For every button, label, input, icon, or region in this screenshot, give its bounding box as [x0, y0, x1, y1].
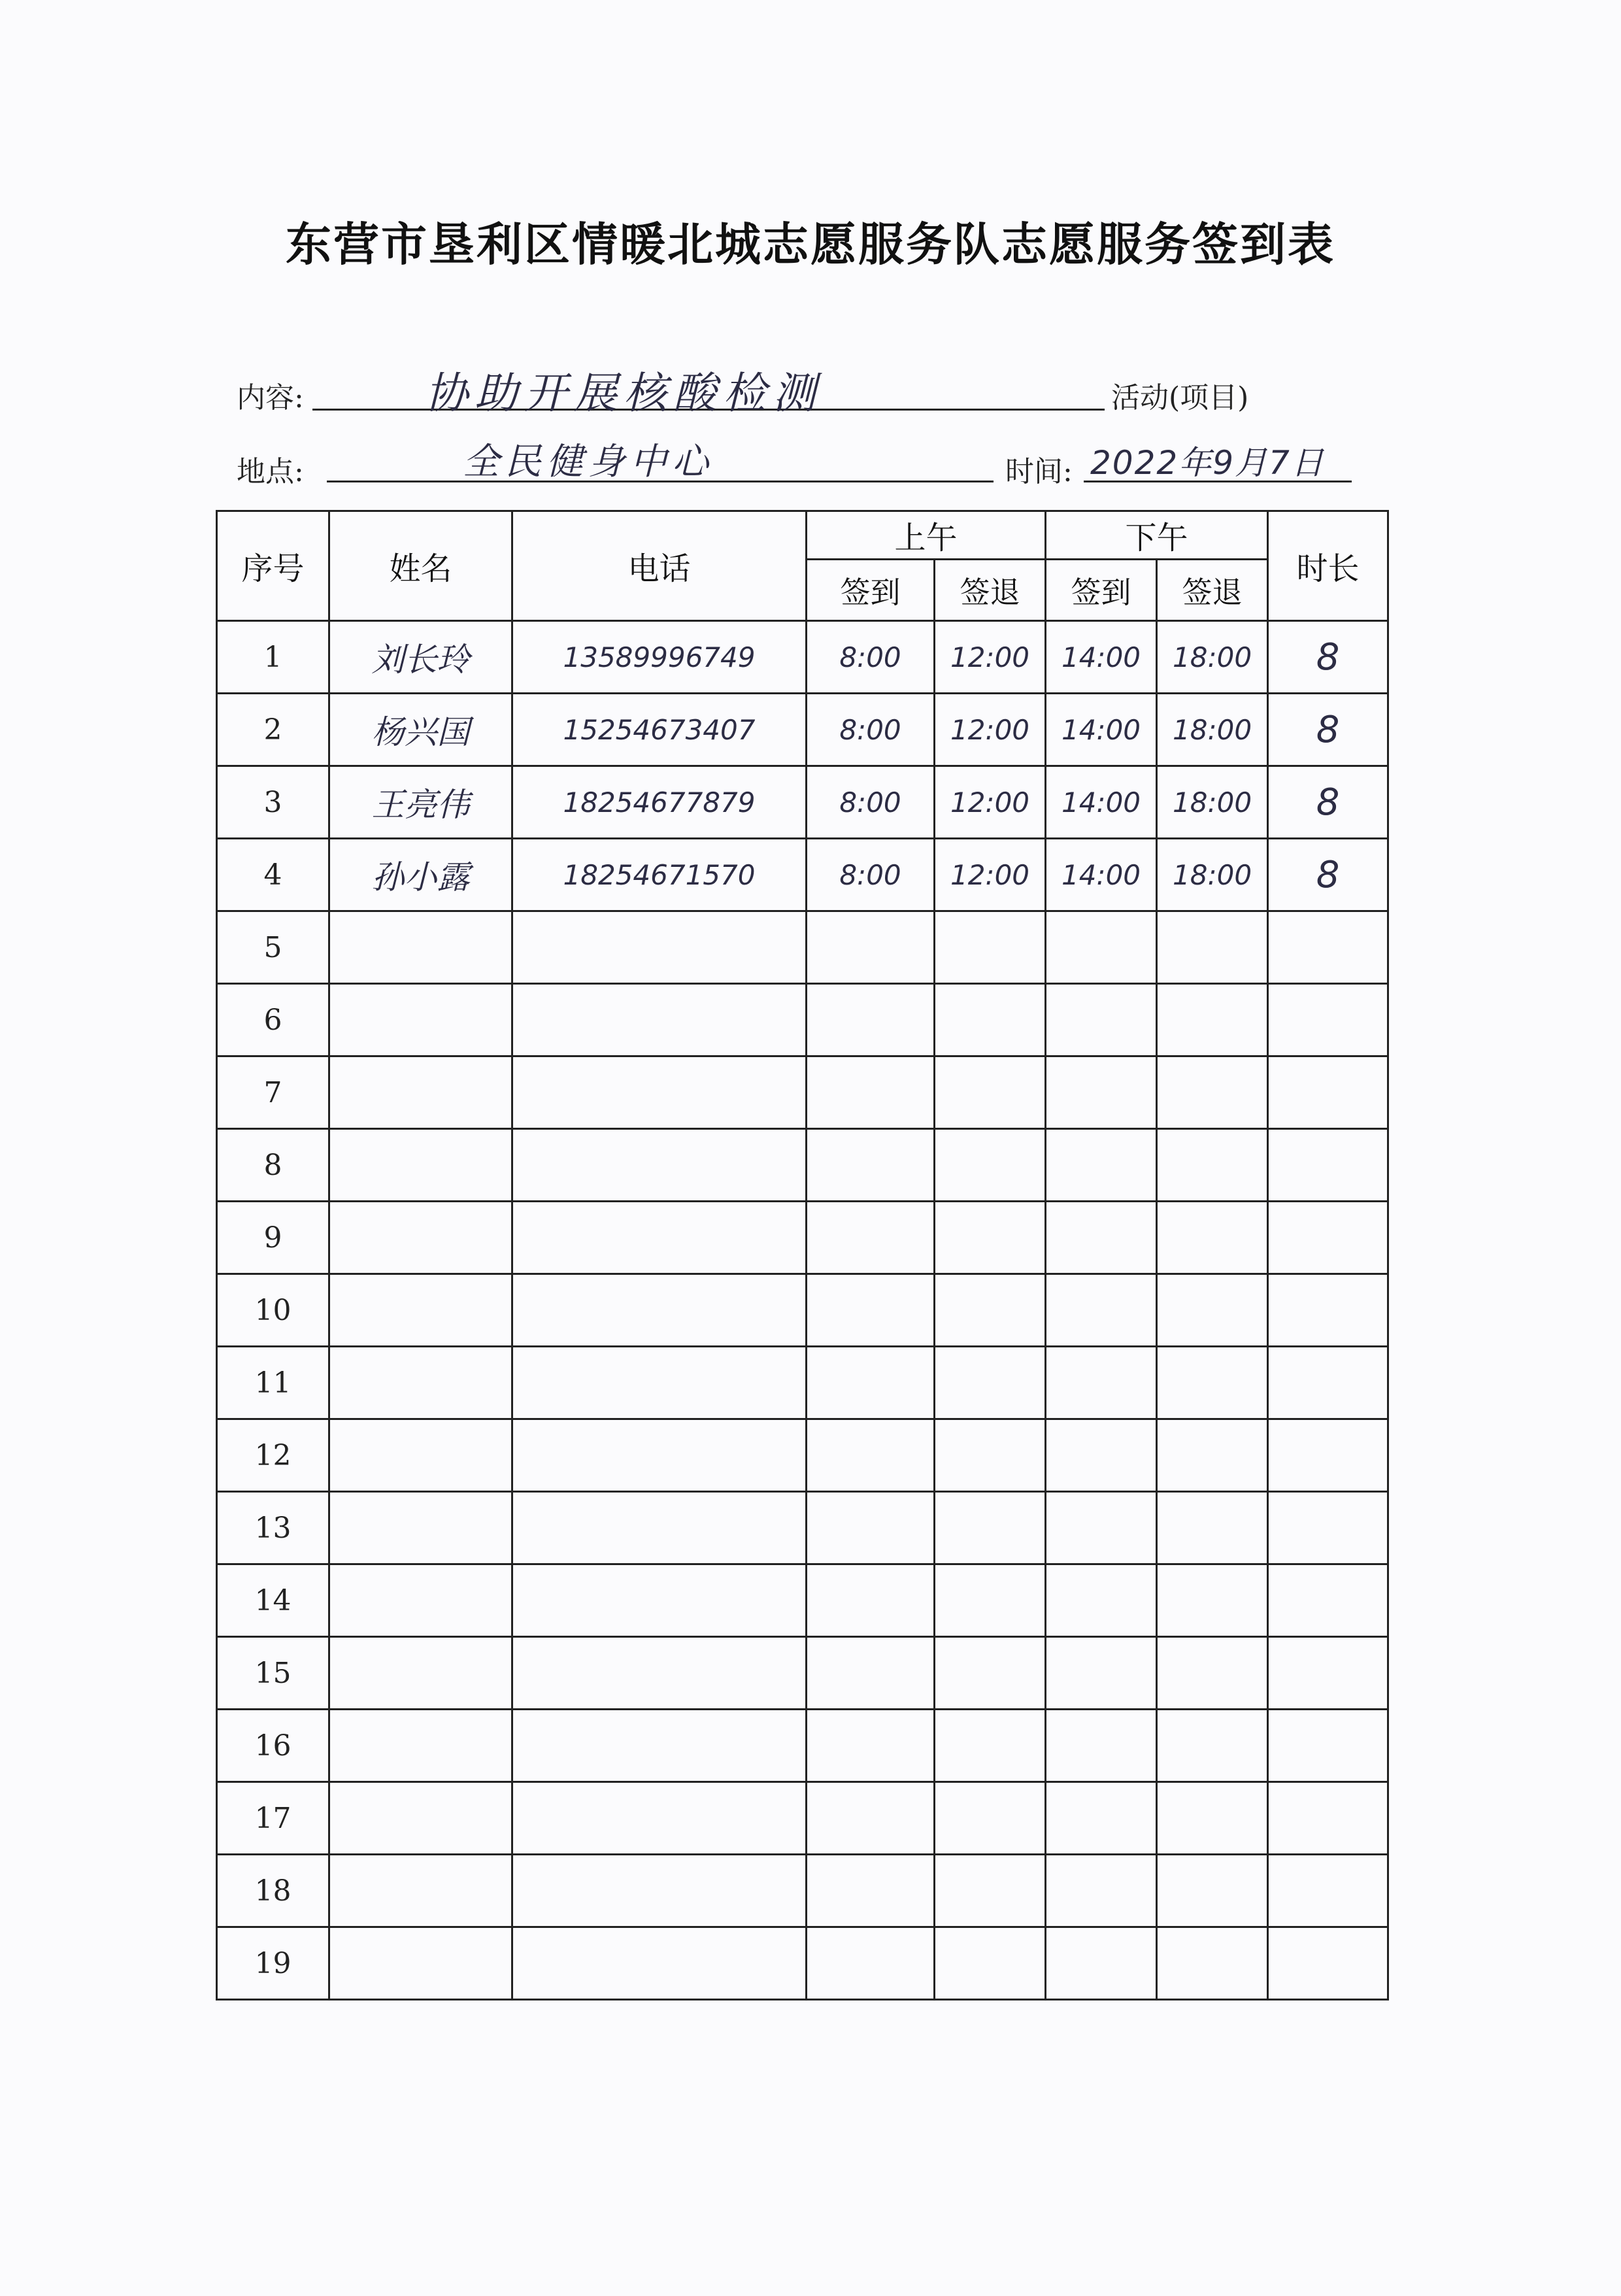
table-row [217, 1347, 1388, 1419]
pm-sign-out-cell[interactable] [1157, 1419, 1268, 1492]
duration-cell[interactable]: 8 [1268, 839, 1388, 911]
table-row [217, 1782, 1388, 1855]
pm-sign-out-cell[interactable]: 18:00 [1157, 766, 1268, 839]
name-cell[interactable] [329, 984, 512, 1056]
am-sign-in-cell[interactable] [807, 1927, 935, 2000]
name-cell[interactable] [329, 1782, 512, 1855]
row-index: 18 [217, 1855, 329, 1927]
pm-sign-in-cell[interactable] [1046, 1274, 1157, 1347]
name-cell[interactable] [329, 1274, 512, 1347]
row-index: 12 [217, 1419, 329, 1492]
am-sign-in-cell[interactable] [807, 1202, 935, 1274]
am-sign-out-cell[interactable] [935, 1419, 1046, 1492]
table-row [217, 1564, 1388, 1637]
pm-sign-out-cell[interactable] [1157, 1056, 1268, 1129]
time-value[interactable]: 2022年9月7日 [1090, 444, 1325, 482]
table-row [217, 1927, 1388, 2000]
duration-cell[interactable]: 8 [1268, 766, 1388, 839]
table-row [217, 1129, 1388, 1202]
name-cell[interactable] [329, 1564, 512, 1637]
name-cell[interactable]: 杨兴国 [329, 694, 512, 766]
am-sign-in-cell[interactable] [807, 1637, 935, 1710]
am-sign-in-cell[interactable] [807, 1782, 935, 1855]
row-index: 9 [217, 1202, 329, 1274]
am-sign-out-cell[interactable] [935, 1637, 1046, 1710]
phone-cell[interactable]: 18254671570 [512, 839, 807, 911]
row-index: 14 [217, 1564, 329, 1637]
phone-cell[interactable] [512, 1419, 807, 1492]
am-sign-in-cell[interactable]: 8:00 [807, 839, 935, 911]
pm-sign-in-cell[interactable] [1046, 1419, 1157, 1492]
pm-sign-in-cell[interactable]: 14:00 [1046, 839, 1157, 911]
duration-cell[interactable] [1268, 1710, 1388, 1782]
name-cell[interactable] [329, 1129, 512, 1202]
duration-cell[interactable] [1268, 1274, 1388, 1347]
am-sign-out-cell[interactable]: 12:00 [935, 694, 1046, 766]
name-cell[interactable] [329, 1419, 512, 1492]
table-row [217, 984, 1388, 1056]
pm-sign-in-cell[interactable] [1046, 1347, 1157, 1419]
phone-cell[interactable] [512, 984, 807, 1056]
am-sign-in-cell[interactable]: 8:00 [807, 694, 935, 766]
am-sign-out-cell[interactable] [935, 1492, 1046, 1564]
duration-cell[interactable] [1268, 1564, 1388, 1637]
am-sign-in-cell[interactable]: 8:00 [807, 766, 935, 839]
duration-cell[interactable] [1268, 1129, 1388, 1202]
duration-cell[interactable] [1268, 911, 1388, 984]
row-index: 13 [217, 1492, 329, 1564]
am-sign-out-cell[interactable] [935, 911, 1046, 984]
duration-cell[interactable] [1268, 1056, 1388, 1129]
duration-cell[interactable] [1268, 984, 1388, 1056]
am-sign-out-cell[interactable] [935, 1855, 1046, 1927]
name-cell[interactable] [329, 1347, 512, 1419]
am-sign-out-cell[interactable] [935, 1927, 1046, 2000]
header-afternoon: 下午 [1046, 511, 1268, 560]
row-index: 16 [217, 1710, 329, 1782]
table-row [217, 1202, 1388, 1274]
duration-cell[interactable] [1268, 1855, 1388, 1927]
pm-sign-out-cell[interactable] [1157, 1274, 1268, 1347]
pm-sign-in-cell[interactable] [1046, 1782, 1157, 1855]
row-index: 5 [217, 911, 329, 984]
duration-cell[interactable] [1268, 1419, 1388, 1492]
phone-cell[interactable] [512, 1129, 807, 1202]
am-sign-out-cell[interactable] [935, 1710, 1046, 1782]
content-label: 内容: [237, 381, 304, 414]
table-row [217, 621, 1388, 694]
phone-cell[interactable] [512, 911, 807, 984]
duration-cell[interactable]: 8 [1268, 694, 1388, 766]
pm-sign-out-cell[interactable] [1157, 1637, 1268, 1710]
row-index: 19 [217, 1927, 329, 2000]
am-sign-in-cell[interactable] [807, 1347, 935, 1419]
am-sign-out-cell[interactable]: 12:00 [935, 766, 1046, 839]
pm-sign-in-cell[interactable] [1046, 1637, 1157, 1710]
row-index: 15 [217, 1637, 329, 1710]
am-sign-in-cell[interactable] [807, 1855, 935, 1927]
row-index: 3 [217, 766, 329, 839]
phone-cell[interactable] [512, 1492, 807, 1564]
pm-sign-in-cell[interactable] [1046, 1492, 1157, 1564]
am-sign-in-cell[interactable] [807, 1129, 935, 1202]
phone-cell[interactable]: 15254673407 [512, 694, 807, 766]
header-pm-sign-in: 签到 [1046, 560, 1157, 621]
name-cell[interactable]: 刘长玲 [329, 621, 512, 694]
am-sign-in-cell[interactable] [807, 984, 935, 1056]
am-sign-out-cell[interactable] [935, 1782, 1046, 1855]
pm-sign-in-cell[interactable]: 14:00 [1046, 766, 1157, 839]
pm-sign-in-cell[interactable] [1046, 911, 1157, 984]
header-phone: 电话 [512, 511, 807, 621]
pm-sign-in-cell[interactable] [1046, 1927, 1157, 2000]
table-row [217, 839, 1388, 911]
phone-cell[interactable] [512, 1347, 807, 1419]
phone-cell[interactable] [512, 1855, 807, 1927]
table-row [217, 1492, 1388, 1564]
header-morning: 上午 [807, 511, 1046, 560]
pm-sign-out-cell[interactable] [1157, 1347, 1268, 1419]
am-sign-out-cell[interactable] [935, 1129, 1046, 1202]
header-am-sign-in: 签到 [807, 560, 935, 621]
pm-sign-out-cell[interactable] [1157, 1927, 1268, 2000]
table-row [217, 694, 1388, 766]
row-index: 7 [217, 1056, 329, 1129]
am-sign-out-cell[interactable]: 12:00 [935, 839, 1046, 911]
table-row [217, 1419, 1388, 1492]
activity-suffix: 活动(项目) [1111, 381, 1249, 414]
pm-sign-in-cell[interactable] [1046, 1855, 1157, 1927]
table-row [217, 1056, 1388, 1129]
pm-sign-in-cell[interactable]: 14:00 [1046, 694, 1157, 766]
phone-cell[interactable] [512, 1782, 807, 1855]
table-row [217, 1855, 1388, 1927]
duration-cell[interactable] [1268, 1492, 1388, 1564]
name-cell[interactable] [329, 1637, 512, 1710]
am-sign-out-cell[interactable] [935, 984, 1046, 1056]
pm-sign-out-cell[interactable] [1157, 1855, 1268, 1927]
pm-sign-in-cell[interactable] [1046, 984, 1157, 1056]
pm-sign-out-cell[interactable] [1157, 1202, 1268, 1274]
name-cell[interactable]: 王亮伟 [329, 766, 512, 839]
row-index: 1 [217, 621, 329, 694]
row-index: 6 [217, 984, 329, 1056]
am-sign-in-cell[interactable]: 8:00 [807, 621, 935, 694]
pm-sign-out-cell[interactable] [1157, 1492, 1268, 1564]
phone-cell[interactable]: 18254677879 [512, 766, 807, 839]
duration-cell[interactable] [1268, 1347, 1388, 1419]
phone-cell[interactable] [512, 1056, 807, 1129]
time-label: 时间: [1005, 455, 1073, 488]
phone-cell[interactable] [512, 1710, 807, 1782]
pm-sign-out-cell[interactable] [1157, 1129, 1268, 1202]
name-cell[interactable] [329, 1056, 512, 1129]
pm-sign-out-cell[interactable]: 18:00 [1157, 621, 1268, 694]
phone-cell[interactable] [512, 1927, 807, 2000]
location-value[interactable]: 全民健身中心 [463, 441, 714, 483]
am-sign-out-cell[interactable] [935, 1202, 1046, 1274]
am-sign-in-cell[interactable] [807, 1492, 935, 1564]
location-label: 地点: [237, 455, 304, 488]
pm-sign-out-cell[interactable] [1157, 911, 1268, 984]
pm-sign-in-cell[interactable] [1046, 1202, 1157, 1274]
pm-sign-out-cell[interactable]: 18:00 [1157, 694, 1268, 766]
name-cell[interactable] [329, 911, 512, 984]
phone-cell[interactable] [512, 1202, 807, 1274]
pm-sign-out-cell[interactable] [1157, 984, 1268, 1056]
duration-cell[interactable] [1268, 1202, 1388, 1274]
phone-cell[interactable] [512, 1274, 807, 1347]
pm-sign-in-cell[interactable] [1046, 1129, 1157, 1202]
header-index: 序号 [217, 511, 329, 621]
duration-cell[interactable]: 8 [1268, 621, 1388, 694]
am-sign-out-cell[interactable] [935, 1274, 1046, 1347]
pm-sign-out-cell[interactable] [1157, 1710, 1268, 1782]
row-index: 17 [217, 1782, 329, 1855]
header-name: 姓名 [329, 511, 512, 621]
table-row [217, 1710, 1388, 1782]
am-sign-in-cell[interactable] [807, 1274, 935, 1347]
am-sign-in-cell[interactable] [807, 1710, 935, 1782]
phone-cell[interactable] [512, 1637, 807, 1710]
am-sign-out-cell[interactable] [935, 1056, 1046, 1129]
table-row [217, 766, 1388, 839]
header-am-sign-out: 签退 [935, 560, 1046, 621]
signin-table [216, 510, 1389, 2001]
pm-sign-in-cell[interactable]: 14:00 [1046, 621, 1157, 694]
duration-cell[interactable] [1268, 1637, 1388, 1710]
am-sign-out-cell[interactable] [935, 1564, 1046, 1637]
am-sign-in-cell[interactable] [807, 911, 935, 984]
duration-cell[interactable] [1268, 1927, 1388, 2000]
pm-sign-out-cell[interactable]: 18:00 [1157, 839, 1268, 911]
phone-cell[interactable] [512, 1564, 807, 1637]
header-duration: 时长 [1268, 511, 1388, 621]
am-sign-out-cell[interactable] [935, 1347, 1046, 1419]
row-index: 2 [217, 694, 329, 766]
table-row [217, 1274, 1388, 1347]
name-cell[interactable] [329, 1710, 512, 1782]
name-cell[interactable] [329, 1927, 512, 2000]
content-value[interactable]: 协助开展核酸检测 [425, 368, 822, 418]
table-row [217, 911, 1388, 984]
am-sign-in-cell[interactable] [807, 1056, 935, 1129]
pm-sign-in-cell[interactable] [1046, 1056, 1157, 1129]
phone-cell[interactable]: 13589996749 [512, 621, 807, 694]
duration-cell[interactable] [1268, 1782, 1388, 1855]
name-cell[interactable]: 孙小露 [329, 839, 512, 911]
pm-sign-in-cell[interactable] [1046, 1710, 1157, 1782]
name-cell[interactable] [329, 1855, 512, 1927]
pm-sign-out-cell[interactable] [1157, 1782, 1268, 1855]
row-index: 4 [217, 839, 329, 911]
name-cell[interactable] [329, 1492, 512, 1564]
am-sign-in-cell[interactable] [807, 1419, 935, 1492]
pm-sign-out-cell[interactable] [1157, 1564, 1268, 1637]
name-cell[interactable] [329, 1202, 512, 1274]
page-title: 东营市垦利区情暖北城志愿服务队志愿服务签到表 [286, 217, 1335, 271]
am-sign-out-cell[interactable]: 12:00 [935, 621, 1046, 694]
row-index: 11 [217, 1347, 329, 1419]
am-sign-in-cell[interactable] [807, 1564, 935, 1637]
pm-sign-in-cell[interactable] [1046, 1564, 1157, 1637]
row-index: 8 [217, 1129, 329, 1202]
table-row [217, 1637, 1388, 1710]
header-pm-sign-out: 签退 [1157, 560, 1268, 621]
row-index: 10 [217, 1274, 329, 1347]
